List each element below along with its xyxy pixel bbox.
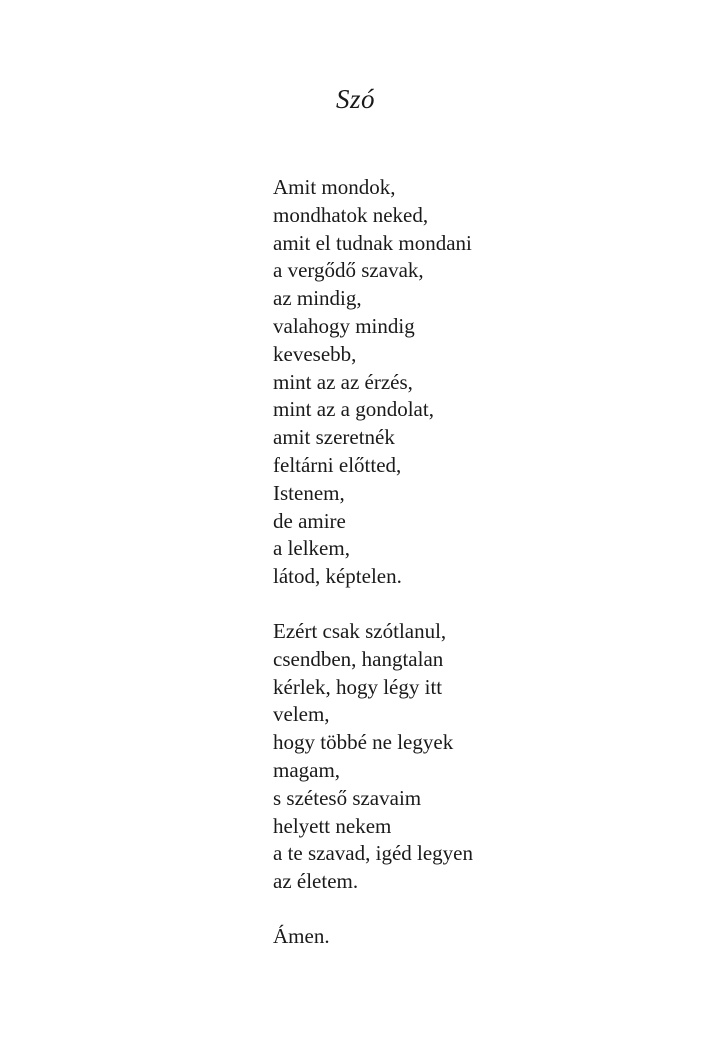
poem-line: az mindig, <box>273 286 362 311</box>
poem-line: mint az az érzés, <box>273 369 413 394</box>
stanza-1 <box>273 174 693 591</box>
poem-line: Ezért csak szótlanul, <box>273 618 447 643</box>
poem-line: velem, <box>273 702 330 727</box>
poem-line: mint az a gondolat, <box>273 397 434 422</box>
poem-line: magam, <box>273 757 341 782</box>
poem-line: Ámen. <box>273 923 330 948</box>
poem-line: helyett nekem <box>273 813 392 838</box>
poem-line: kérlek, hogy légy itt <box>273 674 443 699</box>
poem-line: amit el tudnak mondani <box>273 230 472 255</box>
poem-line: mondhatok neked, <box>273 202 429 227</box>
poem-title: Szó <box>335 84 375 114</box>
poem-line: a vergődő szavak, <box>273 258 424 283</box>
stanza-2 <box>273 618 693 896</box>
poem-line: a lelkem, <box>273 536 350 561</box>
poem-line: a te szavad, igéd legyen <box>273 841 473 866</box>
poem-line: s széteső szavaim <box>273 785 422 810</box>
poem-line: kevesebb, <box>273 341 357 366</box>
poem-line: az életem. <box>273 869 359 894</box>
poem-line: hogy többé ne legyek <box>273 730 454 755</box>
poem-body <box>273 174 693 951</box>
poem-line: feltárni előtted, <box>273 452 402 477</box>
poem-line: csendben, hangtalan <box>273 646 444 671</box>
poem-line: de amire <box>273 508 346 533</box>
poem-line: valahogy mindig <box>273 313 415 338</box>
stanza-3 <box>273 923 693 951</box>
poem-line: Istenem, <box>273 480 345 505</box>
poem-line: látod, képtelen. <box>273 564 402 589</box>
poem-line: Amit mondok, <box>273 175 396 199</box>
poem-line: amit szeretnék <box>273 425 395 450</box>
